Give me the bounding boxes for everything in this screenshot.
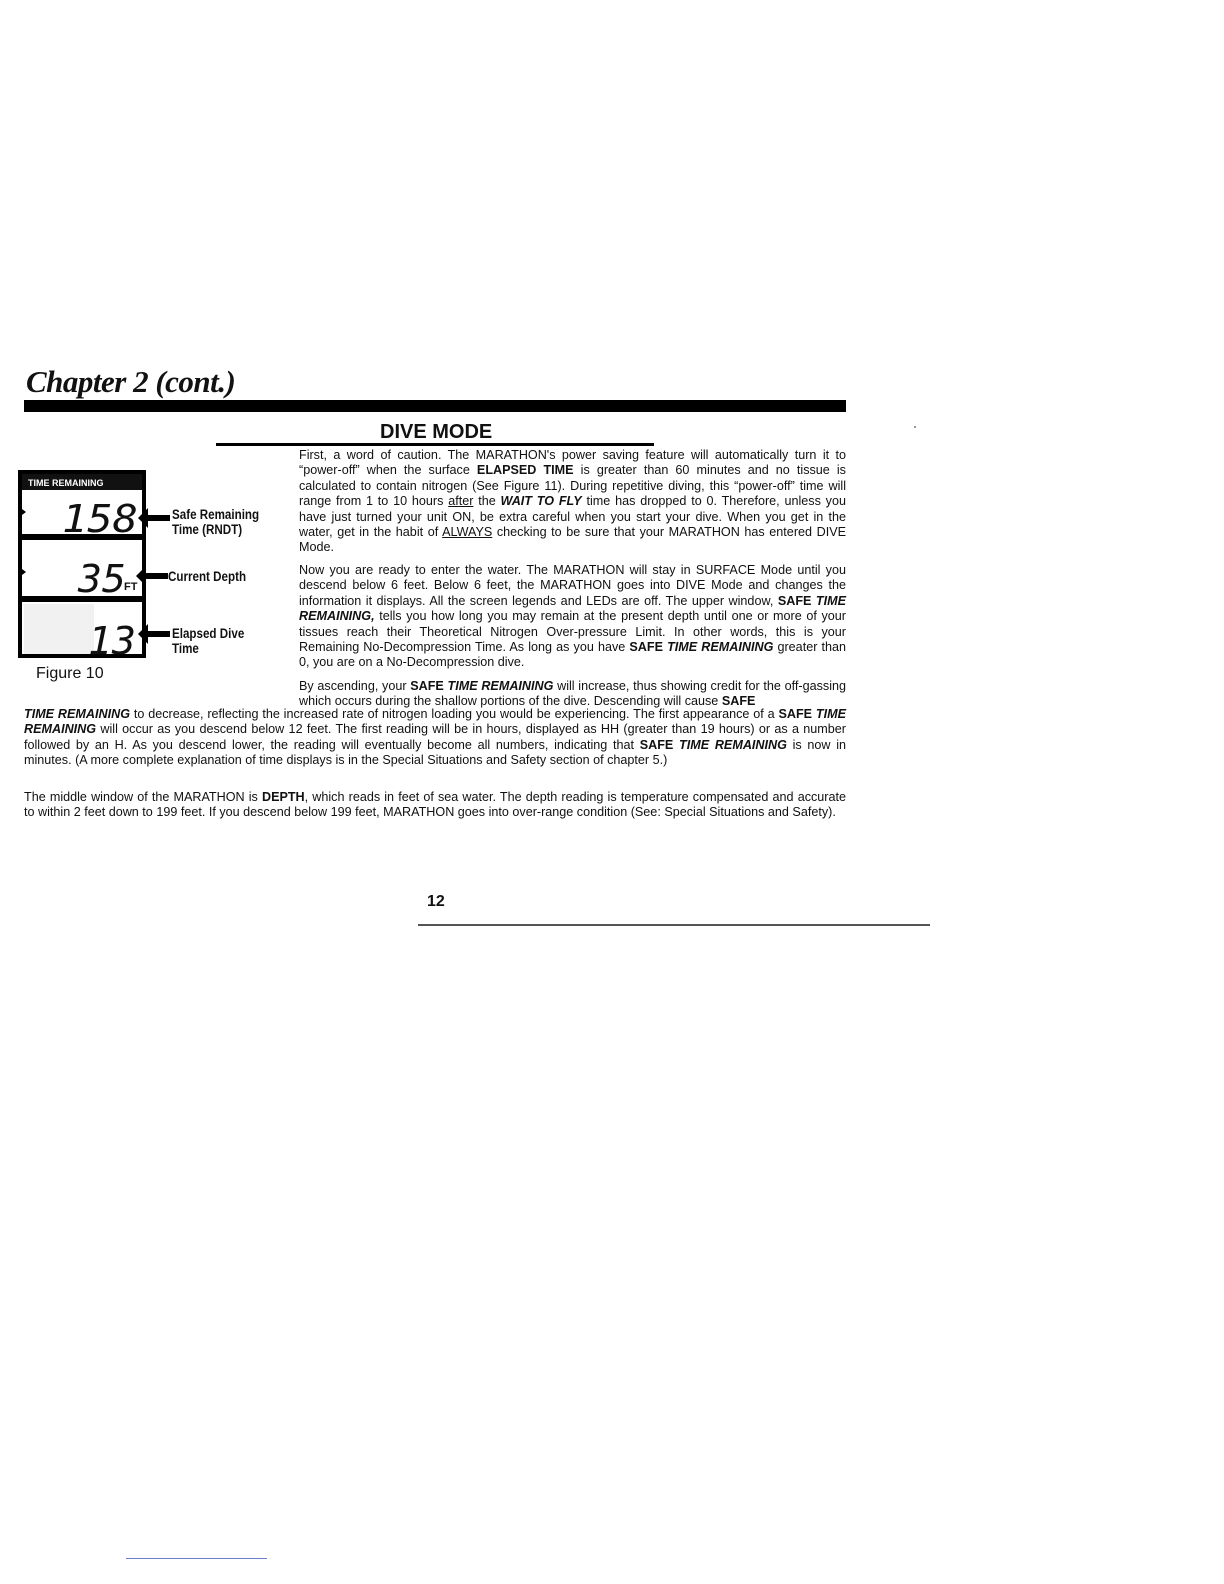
text-run: SAFE <box>629 640 663 655</box>
figure-caption: Figure 10 <box>36 665 104 682</box>
text-run: The middle window of the MARATHON is <box>24 790 262 804</box>
paragraph-ascending-start <box>299 679 846 710</box>
callout-safe-remaining-line2: Time (RNDT) <box>172 522 243 537</box>
callout-safe-remaining <box>172 507 259 537</box>
page-number: 12 <box>427 893 445 910</box>
text-run: ELAPSED TIME <box>476 463 574 478</box>
display-middle-value: 35 <box>76 557 126 601</box>
text-run: will occur as you descend below 12 feet. The first reading will be in hours, displayed as HH (greater than 19 hours) or as a number followed by an H. As you descend lower, the reading will eventually become all numbers, indicating that <box>24 722 846 752</box>
callout-current-depth-line1: Current Depth <box>168 569 247 584</box>
bottom-link-underline <box>126 1558 267 1559</box>
text-run: to decrease, reflecting the increased rate of nitrogen loading you would be experiencing. The first appearance of a <box>130 707 779 721</box>
display-bottom-window-shade <box>24 604 94 654</box>
callout-elapsed-dive-time <box>172 626 244 656</box>
callout-elapsed-dive-time-line1: Elapsed Dive <box>172 626 245 641</box>
display-top-value: 158 <box>62 497 138 541</box>
text-run: DEPTH <box>261 790 305 804</box>
paragraph-power-saving <box>299 448 846 556</box>
text-run: By ascending, your <box>299 679 411 693</box>
text-run: TIME REMAINING <box>667 640 774 655</box>
section-title: DIVE MODE <box>380 421 493 443</box>
text-run: TIME REMAINING, <box>299 593 846 624</box>
text-run: the <box>473 494 501 509</box>
text-run: will increase, thus showing credit for the off-gassing which occurs during the shallow portions of the dive. Descending will cause <box>299 679 847 709</box>
callout-elapsed-dive-time-line2: Time <box>172 641 199 656</box>
text-run: greater than 0, you are on a No-Decompression dive. <box>299 640 847 670</box>
text-run: , which reads in feet of sea water. The depth reading is temperature compensated and accurate to within 2 feet down to 199 feet. If you descend below 199 feet, MARATHON goes into over-range condition (See: Special Situations and Safety). <box>24 790 846 820</box>
text-run: tells you how long you may remain at the present depth until one or more of your tissues reach their Theoretical Nitrogen Over-pressure Limit. In other words, this is your Remaining No-Decompression Time. As long as you have <box>299 609 846 655</box>
display-middle-unit: FT <box>124 581 138 593</box>
display-top-label: TIME REMAINING <box>28 478 104 488</box>
text-run: time has dropped to 0. Therefore, unless you have just turned your unit ON, be extra careful when you start your dive. When you get in the water, get in the habit of <box>299 494 846 540</box>
text-run: ALWAYS <box>442 525 493 540</box>
text-run: SAFE <box>639 737 674 752</box>
display-bottom-value: 13 <box>88 619 136 663</box>
callout-safe-remaining-line1: Safe Remaining <box>172 507 260 522</box>
paragraph-enter-water <box>299 563 846 671</box>
section-rule <box>216 443 654 446</box>
text-run: SAFE <box>721 694 756 709</box>
text-run: SAFE <box>777 593 812 608</box>
text-run: SAFE <box>410 679 444 693</box>
bottom-scan-rule <box>418 924 930 926</box>
text-run: checking to be sure that your MARATHON has entered DIVE Mode. <box>299 525 847 555</box>
text-run: TIME REMAINING <box>24 707 846 737</box>
text-run: Now you are ready to enter the water. The MARATHON will stay in SURFACE Mode until you descend below 6 feet. Below 6 feet, the MARATHON goes into DIVE Mode and changes the information it displays. All the screen legends and LEDs are off. The upper window, <box>299 563 846 608</box>
text-run: TIME REMAINING <box>679 737 787 752</box>
text-run: TIME REMAINING <box>447 679 554 693</box>
chapter-rule <box>24 400 846 412</box>
chapter-title: Chapter 2 (cont.) <box>26 364 236 399</box>
text-run: First, a word of caution. The MARATHON's power saving feature will automatically turn it to “power-off” when the surface <box>299 448 846 478</box>
text-run: TIME REMAINING <box>24 707 130 721</box>
paragraph-ascending-continued <box>24 707 846 769</box>
paragraph-depth-window <box>24 790 846 821</box>
callout-current-depth <box>168 569 246 584</box>
text-run: WAIT TO FLY <box>500 494 582 509</box>
scan-speck <box>914 426 916 428</box>
text-run: is now in minutes. (A more complete explanation of time displays is in the Special Situations and Safety section of chapter 5.) <box>24 737 847 768</box>
text-run: after <box>448 494 474 509</box>
text-run: is greater than 60 minutes and no tissue is calculated to contain nitrogen (See Figure 11). During repetitive diving, this “power-off” time will range from 1 to 10 hours <box>299 463 846 509</box>
text-run: SAFE <box>778 707 813 721</box>
